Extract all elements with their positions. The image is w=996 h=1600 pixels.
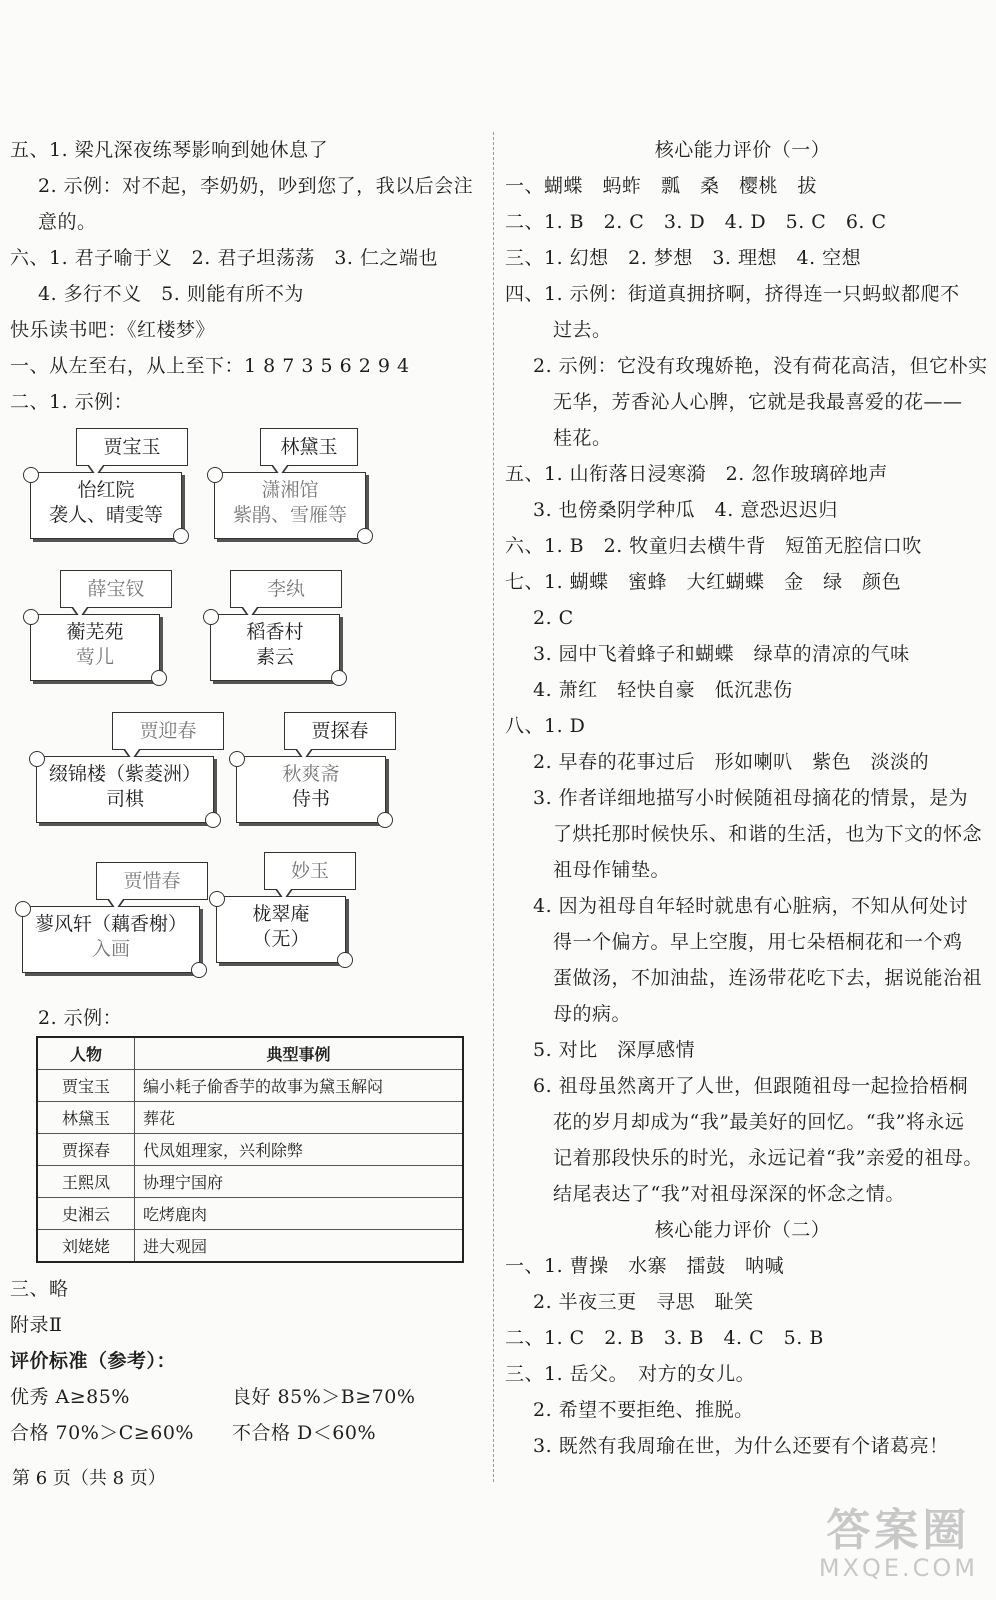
table-cell-person: 林黛玉 xyxy=(37,1102,135,1134)
residence-scroll xyxy=(22,906,200,973)
answer-7-1: 七、1. 蝴蝶 蜜蜂 大红蝴蝶 金 绿 颜色 xyxy=(505,571,902,593)
answer-8-4-cont: 蛋做汤，不加油盐，连汤带花吃下去，据说能治祖 xyxy=(553,967,983,989)
answer-8-6-cont: 花的岁月却成为“我”最美好的回忆。“我”将永远 xyxy=(553,1111,965,1133)
residence-maids: 入画 xyxy=(91,938,130,960)
answer-8-1: 八、1. D xyxy=(505,715,586,737)
residence-maids: 侍书 xyxy=(291,788,330,810)
watermark-logo xyxy=(818,1505,978,1582)
table-cell-person: 王熙凤 xyxy=(37,1166,135,1198)
table-cell-event: 葬花 xyxy=(135,1102,464,1134)
table-row xyxy=(37,1230,463,1263)
criteria-a: 优秀 A≥85% xyxy=(10,1386,130,1408)
residence-scroll xyxy=(216,896,346,963)
answer-b-1-1: 一、1. 曹操 水寨 擂鼓 呐喊 xyxy=(505,1255,785,1277)
residence-name: 秋爽斋 xyxy=(282,763,340,785)
answer-8-4-cont: 母的病。 xyxy=(553,1003,632,1025)
person-bubble: 林黛玉 xyxy=(260,428,358,466)
residence-maids: 素云 xyxy=(255,646,294,668)
answer-8-2: 2. 早春的花事过后 形如喇叭 紫色 淡淡的 xyxy=(533,751,930,773)
residence-name: 栊翠庵 xyxy=(252,903,310,925)
answer-b-3-2: 2. 希望不要拒绝、推脱。 xyxy=(533,1399,754,1421)
answer-4-2: 2. 示例：它没有玫瑰娇艳，没有荷花高洁，但它朴实 xyxy=(533,355,988,377)
person-bubble: 薛宝钗 xyxy=(60,570,172,608)
typical-events-table xyxy=(36,1036,464,1263)
answer-6-a: 六、1. 君子喻于义 2. 君子坦荡荡 3. 仁之端也 xyxy=(10,247,439,269)
answer-b-3-1: 三、1. 岳父。 对方的女儿。 xyxy=(505,1363,756,1385)
residence-name: 蘅芜苑 xyxy=(66,621,124,643)
answer-3: 三、1. 幻想 2. 梦想 3. 理想 4. 空想 xyxy=(505,247,862,269)
answer-1: 一、蝴蝶 蚂蚱 瓢 桑 樱桃 拔 xyxy=(505,175,818,197)
answer-b-1-2: 2. 半夜三更 寻思 耻笑 xyxy=(533,1291,754,1313)
answer-b-2: 二、1. C 2. B 3. B 4. C 5. B xyxy=(505,1327,824,1349)
person-bubble: 贾宝玉 xyxy=(76,428,188,466)
answer-2: 二、1. B 2. C 3. D 4. D 5. C 6. C xyxy=(505,211,887,233)
residence-maids: 莺儿 xyxy=(75,646,114,668)
person-bubble: 贾迎春 xyxy=(112,712,224,750)
table-cell-event: 吃烤鹿肉 xyxy=(135,1198,464,1230)
answer-8-5: 5. 对比 深厚感情 xyxy=(533,1039,696,1061)
watermark-text: 答案圈 xyxy=(826,1505,971,1556)
answer-8-6: 6. 祖母虽然离开了人世，但跟随祖母一起捡拾梧桐 xyxy=(533,1075,969,1097)
answer-5-1: 五、1. 梁凡深夜练琴影响到她休息了 xyxy=(10,139,329,161)
residence-name: 怡红院 xyxy=(77,479,135,501)
answer-5-2: 2. 示例：对不起，李奶奶，吵到您了，我以后会注 xyxy=(38,175,474,197)
criteria-c: 合格 70%＞C≥60% xyxy=(10,1422,194,1444)
table-row xyxy=(37,1134,463,1166)
answer-8-6-cont: 结尾表达了“我”对祖母深深的怀念之情。 xyxy=(553,1183,905,1205)
right-column xyxy=(505,132,988,1464)
residence-diagram xyxy=(10,420,485,1000)
table-row xyxy=(37,1102,463,1134)
appendix-title: 附录Ⅱ xyxy=(10,1314,63,1336)
column-divider xyxy=(493,132,494,1482)
criteria-b: 良好 85%＞B≥70% xyxy=(232,1386,416,1408)
table-row xyxy=(37,1198,463,1230)
table-cell-event: 协理宁国府 xyxy=(135,1166,464,1198)
reading-2: 二、1. 示例： xyxy=(10,391,134,413)
answer-5-a: 五、1. 山衔落日浸寒漪 2. 忽作玻璃碎地声 xyxy=(505,463,888,485)
answer-4-2-cont: 无华，芳香沁人心脾，它就是我最喜爱的花—— xyxy=(553,391,963,413)
answer-8-4: 4. 因为祖母自年轻时就患有心脏病，不知从何处讨 xyxy=(533,895,969,917)
answer-6-b: 4. 多行不义 5. 则能有所不为 xyxy=(38,283,304,305)
table-row xyxy=(37,1166,463,1198)
residence-scroll xyxy=(36,756,214,823)
person-bubble: 李纨 xyxy=(230,570,342,608)
person-bubble: 妙玉 xyxy=(264,852,356,890)
section-title-2: 核心能力评价（二） xyxy=(654,1219,831,1241)
residence-maids: 紫鹃、雪雁等 xyxy=(232,504,347,526)
answer-6: 六、1. B 2. 牧童归去横牛背 短笛无腔信口吹 xyxy=(505,535,922,557)
answer-4-1-cont: 过去。 xyxy=(553,319,612,341)
answer-8-6-cont: 记着那段快乐的时光，永远记着“我”亲爱的祖母。 xyxy=(553,1147,983,1169)
residence-name: 潇湘馆 xyxy=(261,479,319,501)
table-cell-event: 编小耗子偷香芋的故事为黛玉解闷 xyxy=(135,1070,464,1102)
answer-5-2-cont: 意的。 xyxy=(38,211,97,233)
criteria-d: 不合格 D＜60% xyxy=(232,1422,377,1444)
table-row xyxy=(37,1070,463,1102)
table-cell-person: 贾探春 xyxy=(37,1134,135,1166)
residence-scroll xyxy=(236,756,386,823)
reading-3: 三、略 xyxy=(10,1278,69,1300)
table-cell-event: 代凤姐理家，兴利除弊 xyxy=(135,1134,464,1166)
table-cell-person: 贾宝玉 xyxy=(37,1070,135,1102)
residence-scroll xyxy=(214,472,366,539)
answer-5-b: 3. 也傍桑阴学种瓜 4. 意恐迟迟归 xyxy=(533,499,838,521)
residence-scroll xyxy=(30,472,182,539)
person-bubble: 贾惜春 xyxy=(96,862,208,900)
answer-8-3-cont: 了烘托那时候快乐、和谐的生活，也为下文的怀念 xyxy=(553,823,983,845)
watermark-url: MXQE.COM xyxy=(818,1554,978,1582)
residence-name: 缀锦楼（紫菱洲） xyxy=(48,763,201,785)
table-cell-event: 进大观园 xyxy=(135,1230,464,1263)
answer-4-2-cont: 桂花。 xyxy=(553,427,612,449)
answer-8-3-cont: 祖母作铺垫。 xyxy=(553,859,671,881)
left-column xyxy=(10,132,485,1451)
criteria-title: 评价标准（参考）： xyxy=(10,1350,177,1372)
page-number: 第 6 页（共 8 页） xyxy=(12,1468,166,1489)
answer-4-1: 四、1. 示例：街道真拥挤啊，挤得连一只蚂蚁都爬不 xyxy=(505,283,960,305)
answer-8-4-cont: 得一个偏方。早上空腹，用七朵梧桐花和一个鸡 xyxy=(553,931,963,953)
reading-1: 一、从左至右，从上至下：1 8 7 3 5 6 2 9 4 xyxy=(10,355,410,377)
section-title-1: 核心能力评价（一） xyxy=(654,139,831,161)
residence-maids: 袭人、晴雯等 xyxy=(48,504,163,526)
residence-scroll xyxy=(30,614,160,681)
table-header: 典型事例 xyxy=(135,1037,464,1070)
criteria-row-2 xyxy=(10,1415,485,1451)
residence-maids: 司棋 xyxy=(105,788,144,810)
answer-7-4: 4. 萧红 轻快自豪 低沉悲伤 xyxy=(533,679,793,701)
table-header: 人物 xyxy=(37,1037,135,1070)
answer-8-3: 3. 作者详细地描写小时候随祖母摘花的情景，是为 xyxy=(533,787,969,809)
criteria-row-1 xyxy=(10,1379,485,1415)
reading-title: 快乐读书吧：《红楼梦》 xyxy=(10,319,216,341)
person-bubble: 贾探春 xyxy=(284,712,396,750)
answer-7-2: 2. C xyxy=(533,607,574,629)
residence-scroll xyxy=(210,614,340,681)
table-cell-person: 刘姥姥 xyxy=(37,1230,135,1263)
residence-name: 稻香村 xyxy=(246,621,304,643)
reading-2-2: 2. 示例： xyxy=(38,1007,123,1029)
residence-name: 蓼风轩（藕香榭） xyxy=(34,913,187,935)
answer-b-3-3: 3. 既然有我周瑜在世，为什么还要有个诸葛亮！ xyxy=(533,1435,949,1457)
answer-7-3: 3. 园中飞着蜂子和蝴蝶 绿草的清凉的气味 xyxy=(533,643,910,665)
table-cell-person: 史湘云 xyxy=(37,1198,135,1230)
residence-maids: （无） xyxy=(252,928,310,950)
